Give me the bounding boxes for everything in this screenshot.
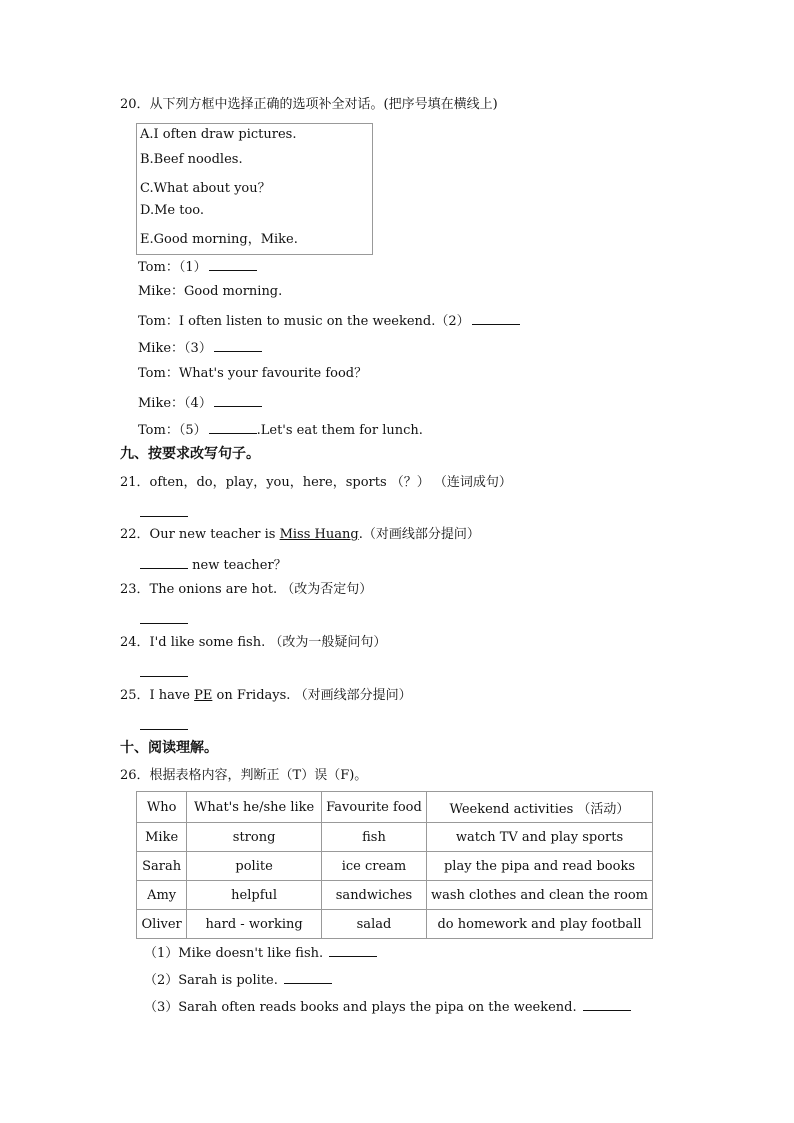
table-cell: fish <box>321 823 426 852</box>
dialog-line-5: Tom：What's your favourite food？ <box>138 366 368 381</box>
q24: 24．I'd like some fish. （改为一般疑问句） <box>120 635 387 650</box>
table-cell: watch TV and play sports <box>426 823 652 852</box>
answer-blank[interactable] <box>472 311 520 325</box>
statement-1: （1）Mike doesn't like fish. <box>144 943 377 962</box>
table-header-cell: What's he/she like <box>187 792 322 823</box>
q25: 25．I have PE on Fridays. （对画线部分提问） <box>120 688 412 703</box>
table-cell: hard - working <box>187 910 322 939</box>
answer-blank[interactable] <box>329 943 377 957</box>
table-header-cell: Weekend activities （活动） <box>426 792 652 823</box>
table-header-cell: Who <box>137 792 187 823</box>
answer-blank[interactable] <box>209 257 257 271</box>
answer-blank[interactable] <box>214 338 262 352</box>
option-d: D.Me too. <box>140 203 205 218</box>
statement-2: （2）Sarah is polite. <box>144 970 332 989</box>
answer-blank[interactable] <box>583 997 631 1011</box>
answer-blank[interactable] <box>214 393 262 407</box>
answer-blank[interactable] <box>140 663 188 677</box>
table-cell: polite <box>187 852 322 881</box>
table-header-row <box>137 792 653 823</box>
table-row <box>137 823 653 852</box>
q25-answer <box>138 716 188 735</box>
q23: 23．The onions are hot. （改为否定句） <box>120 582 373 597</box>
statement-3: （3）Sarah often reads books and plays the pipa on the weekend. <box>144 997 631 1016</box>
table-cell: strong <box>187 823 322 852</box>
underlined-phrase: Miss Huang <box>279 527 359 542</box>
section-9-heading: 九、按要求改写句子。 <box>120 446 260 462</box>
answer-blank[interactable] <box>140 610 188 624</box>
table-cell: Amy <box>137 881 187 910</box>
q20-title: 20．从下列方框中选择正确的选项补全对话。(把序号填在横线上) <box>120 97 498 112</box>
answer-blank[interactable] <box>140 503 188 517</box>
answer-blank[interactable] <box>284 970 332 984</box>
underlined-phrase: PE <box>194 688 213 703</box>
q21: 21．often，do，play，you，here，sports （？） （连词成句） <box>120 475 512 490</box>
table-cell: ice cream <box>321 852 426 881</box>
table-cell: do homework and play football <box>426 910 652 939</box>
options-box <box>136 123 373 255</box>
option-b: B.Beef noodles. <box>140 152 243 167</box>
answer-blank[interactable] <box>140 716 188 730</box>
table-cell: helpful <box>187 881 322 910</box>
answer-blank[interactable] <box>209 420 257 434</box>
table-row <box>137 852 653 881</box>
q22: 22．Our new teacher is Miss Huang.（对画线部分提问） <box>120 527 480 542</box>
table-cell: Mike <box>137 823 187 852</box>
dialog-line-7: Tom：（5） .Let's eat them for lunch. <box>138 420 423 439</box>
dialog-line-6: Mike：（4） <box>138 393 262 412</box>
q24-answer <box>138 663 188 682</box>
table-cell: Sarah <box>137 852 187 881</box>
table-cell: sandwiches <box>321 881 426 910</box>
table-cell: play the pipa and read books <box>426 852 652 881</box>
table-row <box>137 910 653 939</box>
q22-answer: new teacher？ <box>138 555 287 574</box>
table-cell: wash clothes and clean the room <box>426 881 652 910</box>
option-e: E.Good morning，Mike. <box>140 232 298 247</box>
table-cell: salad <box>321 910 426 939</box>
dialog-line-2: Mike：Good morning. <box>138 284 283 299</box>
info-table <box>136 791 653 939</box>
answer-blank[interactable] <box>140 555 188 569</box>
dialog-line-1: Tom：（1） <box>138 257 257 276</box>
option-c: C.What about you？ <box>140 181 271 196</box>
table-row <box>137 881 653 910</box>
q23-answer <box>138 610 188 629</box>
q26: 26．根据表格内容，判断正（T）误（F)。 <box>120 768 368 783</box>
table-header-cell: Favourite food <box>321 792 426 823</box>
dialog-line-3: Tom：I often listen to music on the weekend.（2） <box>138 311 520 330</box>
q21-answer <box>138 503 188 522</box>
dialog-line-4: Mike：（3） <box>138 338 262 357</box>
section-10-heading: 十、阅读理解。 <box>120 740 218 756</box>
option-a: A.I often draw pictures. <box>140 127 297 142</box>
table-cell: Oliver <box>137 910 187 939</box>
